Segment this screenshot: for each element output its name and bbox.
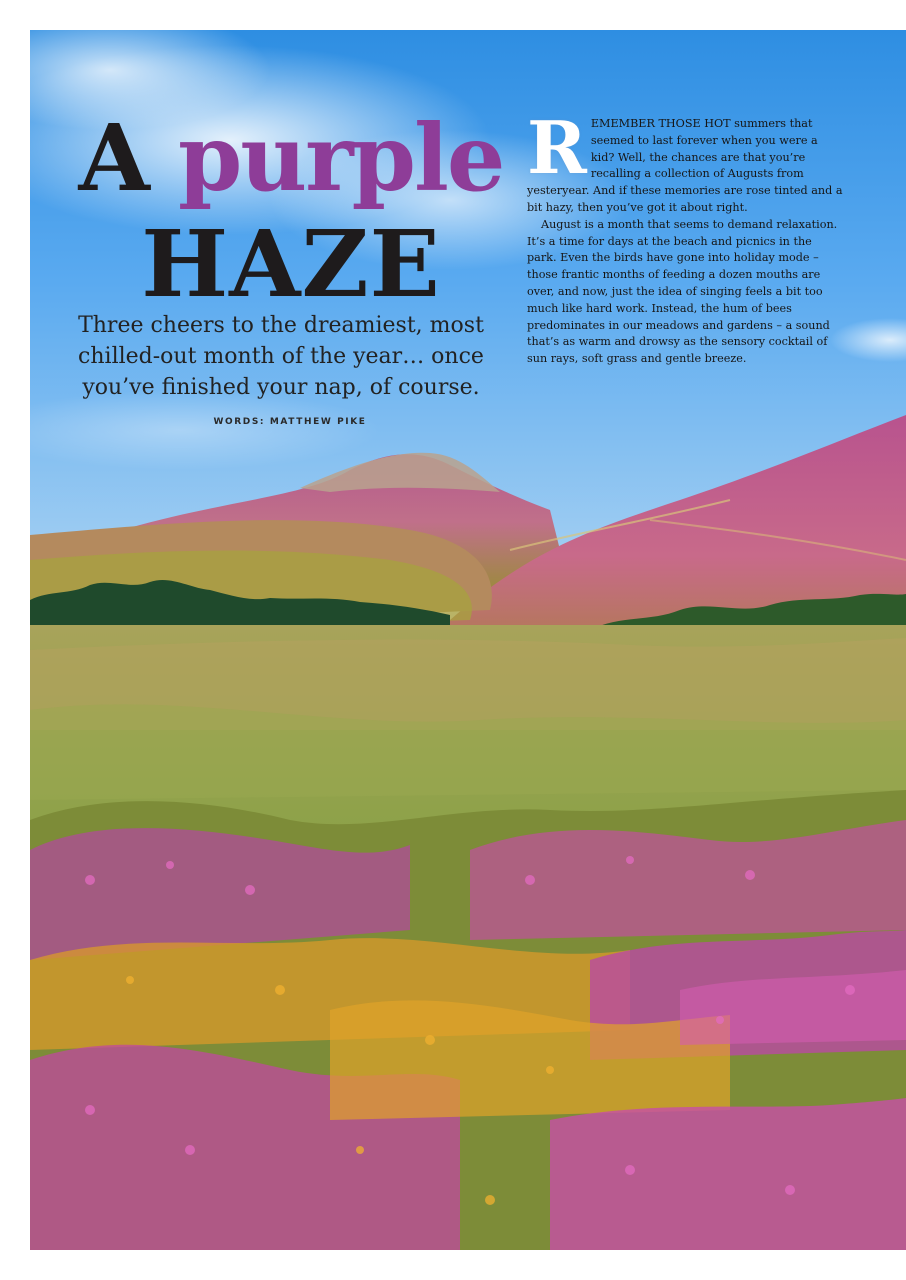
paragraph-1-text: EMEMBER THOSE HOT summers that seemed to last forever when you were a kid? Well, the chances are that you’re recalling a collection of Augusts from yesteryear. And if these memories are rose tinted and a bit hazy, then you’ve got it about right. <box>527 117 843 214</box>
headline-word-haze: HAZE <box>141 210 441 318</box>
headline-word-a: A <box>78 104 148 212</box>
magazine-page <box>30 30 906 1250</box>
article-body <box>527 105 843 368</box>
byline: WORDS: MATTHEW PIKE <box>213 417 367 427</box>
standfirst: Three cheers to the dreamiest, most chilled-out month of the year… once you’ve finished your nap, of course. <box>78 313 484 400</box>
drop-cap: R <box>527 105 587 190</box>
headline-line-1 <box>66 104 516 212</box>
article-paragraph-1 <box>527 105 843 217</box>
headline <box>66 104 516 318</box>
headline-word-purple: purple <box>177 104 504 212</box>
article-paragraph-2: August is a month that seems to demand relaxation. It’s a time for days at the beach and picnics in the park. Even the birds have gone into holiday mode – those frantic months of feeding a dozen mouths are over, and now, just the idea of singing feels a bit too much like hard work. Instead, the hum of bees predominates in our meadows and gardens – a sound that’s as warm and drowsy as the sensory cocktail of sun rays, soft grass and gentle breeze. <box>527 217 838 366</box>
